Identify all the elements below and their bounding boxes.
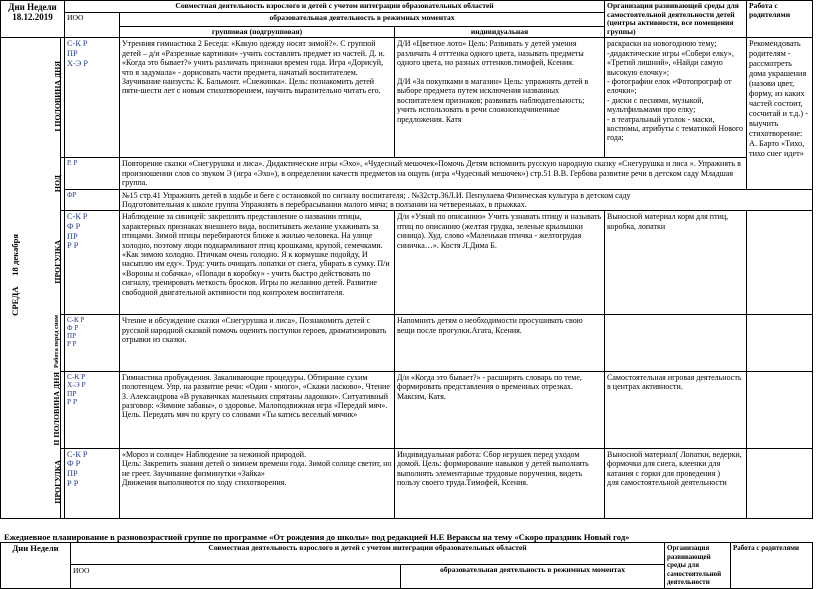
section-walk1: ПРОГУЛКА	[61, 211, 65, 315]
walk1-group: Наблюдение за синицей: закреплять представление о названии птицы, характерных признаках внешнего вида, воспитывать желание ухаживать за птицами. Зимой птицы перебираются ближе к жилью человека. На улице холодно, поэтому люди подкармливают птиц крошками, крупой, семечками. «Как зимою холодно. Птичкам очень голодно. Я к кормушке подойду, И насыплю им еду». Труд: учить очищать лопатки от снега, убирать в сумку. П/и «Вороны и собачка», «Попади в коробку» - учить быстро действовать по сигналу, тренировать меткость бросков. Игры по желанию детей. Развитие свободной двигательной активности под контролем воспитателя.	[120, 211, 395, 315]
walk1-environment: Выносной материал корм для птиц, коробка, лопатки	[605, 211, 747, 315]
sleep-parents	[747, 315, 813, 371]
codes-sleep: С-К Р Ф Р ПР Р Р	[65, 315, 120, 371]
next-ioo-header: ИОО	[71, 565, 401, 589]
date: 18.12.2019	[12, 12, 53, 22]
day-label: СРЕДА 18 декабря	[9, 234, 20, 316]
parents-header: Работа с родителями	[747, 1, 813, 38]
ioo-header: ИОО	[65, 12, 120, 38]
code-nod1: Р. Р	[65, 158, 120, 189]
sleep-environment	[605, 315, 747, 371]
regime-header: образовательная деятельность в режимных моментах	[120, 12, 605, 26]
morning-individual: Д/И «Цветное лото» Цель: Развивать у детей умения различать 4 отттенка одного цвета, называть предметы одного цвета, но разных оттенков.тимофей, Ксения. Д/И «За покупками в магазин» Цель: упражнять детей в выборе предмета путем исключения названных воспитателем признаков; развивать наблюдательность; учить использовать в речи сложноподчиненные предложения. Катя	[395, 38, 605, 158]
nod1-text: Повторение сказки «Снегурушка и лиса». Дидактические игры «Эхо», «Чудесный мешочек»Помочь Детям вспомнить русскую народную сказку «Снегурушка и лиса ». Упражнять в произношении слов со звуком Э (игра «Эхо»), в определении качеств предметов на ощупь (игра «Чудесный мешочек») стр.51 В.В. Гербова развитие речи в детском саду Младшая группа.	[120, 158, 747, 189]
codes-afternoon: С-К Р Х-Э Р ПР Р Р	[65, 371, 120, 448]
nod2-text: №15 стр.41 Упражнять детей в ходьбе и беге с остановкой по сигналу воспитателя; . №32стр.36Л.И. Пензулаева Физическая культура в детском саду Подготовительная к школе группа Упражнять в перебрасывании малого мяча; в ползании на четвереньках, в прыжках.	[120, 189, 813, 211]
section-nod: НОД	[61, 158, 65, 211]
afternoon-parents	[747, 371, 813, 448]
morning-group: Утренняя гимнастика 2 Беседа: «Какую одежду носят зимой?». С группой детей – д/и «Разрезные картинки» -учить составлять предмет из частей. Д. и. «Когда это бывает?» учить различать признаки времен года. Игра «Дорисуй, что я задумала» - дорисовать части предмета, начатый воспитателем. Заучивание наизусть: К. Бальмонт. «Снежинка». Цель: познакомить детей пяти-шести лет с новым стихотворением, научить выразительно читать его.	[120, 38, 395, 158]
next-environment-header: Организация развивающей среды для самостоятельной деятельности	[665, 543, 731, 589]
walk1-individual: Д/и «Узнай по описанию» Учить узнавать птицу и называть птиц по описанию (желтая грудка, зеленые крылышки синица). Худ. слово «Маленькая птичка - желтогрудая синичка…». Костя Л.Дима Б.	[395, 211, 605, 315]
sleep-group: Чтение и обсуждение сказки «Снегурушка и лиса», Познакомить детей с русской народной сказкой помочь оценить поступки героев, драматизировать отрывки из сказки.	[120, 315, 395, 371]
section-afternoon: II ПОЛОВИНА ДНЯ	[61, 371, 65, 448]
day-cell	[1, 38, 61, 518]
parents-cell: Рекомендовать родителям - рассмотреть дома украшения (назови цвет, форму, из каких частей состоит, сосчитай и т.д.) - выучить стихотворение: А. Барто «Тихо, тихо снег идет»	[747, 38, 813, 189]
afternoon-group: Гимнастика пробуждения. Закаливающие процедуры. Обтирание сухим полотенцем. Упр. на развитие речи: «Один - много», «Скажи ласково». Чтение З. Александрова «В рукавичках маленьких спрятаны ладошки». Ситуативный разговор: «Зимние забавы», о здоровье. Малоподвижная игра «Передай мяч». Цель. Передать мяч по кругу со словами «Ты катись веселый мячик»	[120, 371, 395, 448]
environment-header: Организация развивающей среды для самостоятельной деятельности детей (центры активности, все помещения группы)	[605, 1, 747, 38]
walk2-group: «Мороз и солнце» Наблюдение за нежиной природой. Цель: Закрепить знания детей о зимнем времени года. Зимой солнце светит, но не греет. Заучивание физминутки «Зайка» Движения выполняются по ходу стихотворения.	[120, 448, 395, 518]
walk1-parents	[747, 211, 813, 315]
walk2-parents	[747, 448, 813, 518]
section-morning: I ПОЛОВИНА ДНЯ	[61, 38, 65, 158]
morning-environment: раскраски на новогоднюю тему; -дидактические игры «Собери елку», «Третий лишний», «Найди самую высокую елочку»; - фотографии елок «Фотопрограф от елочки»; - диски с песнями, музыкой, мультфильмами про елку; - в театральный уголок - маски, костюмы, атрибуты с тематикой Нового года;	[605, 38, 747, 158]
sleep-individual: Напомнить детям о необходимости просушивать свою вещи после прогулки.Агата, Ксения.	[395, 315, 605, 371]
next-regime-header: образовательная деятельность в режимных моментах	[401, 565, 665, 589]
footer-title: Ежедневное планирование в разновозрастной группе по программе «От рождения до школы» под редакцией Н.Е Вераксы на тему «Скоро праздник Новый год»	[4, 532, 630, 542]
afternoon-individual: Д/и «Когда это бывает?» - расширять словарь по теме, формировать представления о временных отрезках. Максим, Катя.	[395, 371, 605, 448]
next-plan-table	[0, 542, 813, 589]
group-header: групповая (подгрупповая)	[120, 26, 395, 38]
walk2-individual: Индивидуальная работа: Сбор игрушек перед уходом домой. Цель: формирование навыков у детей выполнять выполнять элементарные трудовые поручения, видеть пользу своего труда.Тимофей, Ксения.	[395, 448, 605, 518]
individual-header: индивидуальная	[395, 26, 605, 38]
codes-morning: С-К Р ПР Х-Э Р	[65, 38, 120, 158]
afternoon-environment: Самостоятельная игровая деятельность в центрах активности.	[605, 371, 747, 448]
next-days-header: Дни Недели	[1, 543, 71, 589]
section-sleep: Работа перед сном	[61, 315, 65, 371]
code-nod2: ФР	[65, 189, 120, 211]
joint-activity-header: Совместная деятельность взрослого и детей с учетом интеграции образовательных областей	[65, 1, 605, 13]
section-walk2: ПРОГУЛКА	[61, 448, 65, 518]
next-parents-header: Работа с родителями	[731, 543, 813, 589]
days-header: Дни Недели 18.12.2019	[1, 1, 65, 38]
codes-walk1: С-К Р Ф Р ПР Р Р	[65, 211, 120, 315]
walk2-environment: Выносной материал( Лопатки, ведерки, формочки для снега, клеенки для катания с горки для проведения ) для самостоятельной деятельности	[605, 448, 747, 518]
next-joint-header: Совместная деятельность взрослого и детей с учетом интеграции образовательных областей	[71, 543, 665, 565]
codes-walk2: С-К Р Ф Р ПР Р Р	[65, 448, 120, 518]
